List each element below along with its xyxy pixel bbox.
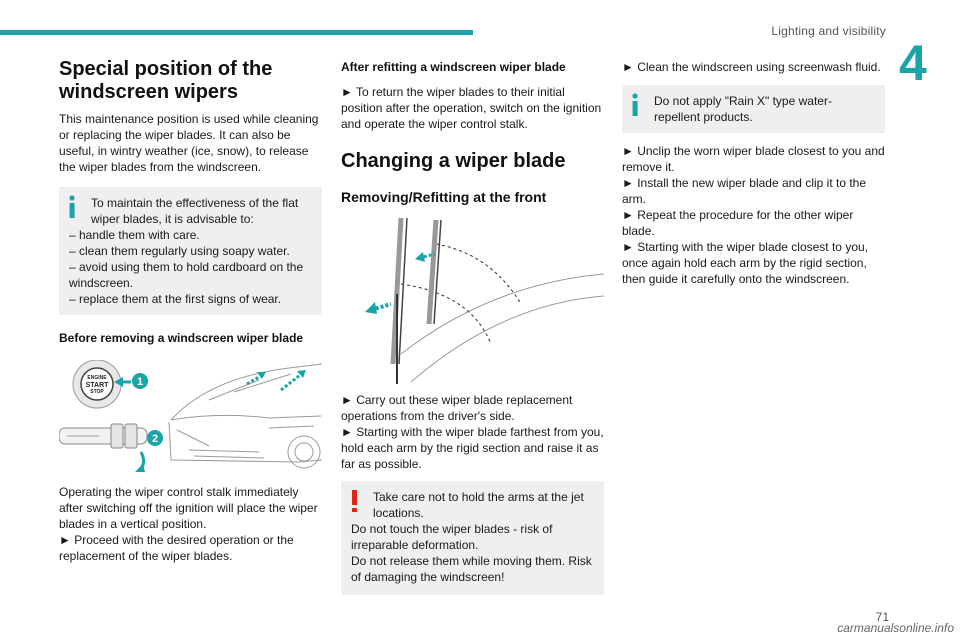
watermark: carmanualsonline.info <box>837 621 954 635</box>
raise-arms-step: ► Starting with the wiper blade farthest from you, hold each arm by the rigid section and raise it as far as possible. <box>341 425 604 471</box>
figure-wiper-arms <box>341 214 604 384</box>
rain-x-text: Do not apply "Rain X" type water-repellent products. <box>654 94 832 124</box>
section-title-special-position: Special position of the windscreen wipers <box>59 58 273 103</box>
engine-start-stop-button-icon <box>73 360 121 408</box>
after-refitting-heading: After refitting a windscreen wiper blade <box>341 60 566 74</box>
figure-wiper-control <box>59 360 322 472</box>
warning-line: Do not release them while moving them. Risk of damaging the windscreen! <box>351 554 592 584</box>
replacement-step: ► Install the new wiper blade and clip it to the arm. <box>622 176 867 206</box>
svg-text:STOP: STOP <box>90 389 104 395</box>
replacement-step: ► Unclip the worn wiper blade closest to you and remove it. <box>622 144 885 174</box>
stalk-explanation: Operating the wiper control stalk immediately after switching off the ignition will place the wiper blades in a vertical position. <box>59 485 318 531</box>
info-icon <box>630 93 644 117</box>
wiper-blade-icon <box>393 218 441 384</box>
svg-text:1: 1 <box>136 376 144 388</box>
warning-intro: Take care not to hold the arms at the jet locations. <box>373 490 584 520</box>
note-intro: To maintain the effectiveness of the flat wiper blades, it is advisable to: <box>91 196 299 226</box>
replacement-step: ► Repeat the procedure for the other wiper blade. <box>622 208 854 238</box>
callout-2-icon <box>147 430 163 446</box>
svg-text:ENGINE: ENGINE <box>87 375 107 381</box>
before-removing-heading: Before removing a windscreen wiper blade <box>59 331 304 345</box>
note-item: – replace them at the first signs of wear. <box>69 292 282 306</box>
car-illustration <box>169 364 322 468</box>
warning-line: Do not touch the wiper blades - risk of irreparable deformation. <box>351 522 553 552</box>
removing-refitting-heading: Removing/Refitting at the front <box>341 189 547 205</box>
rain-x-note <box>622 85 885 133</box>
info-note <box>59 187 322 315</box>
chapter-title: Lighting and visibility <box>771 24 886 38</box>
note-item: – avoid using them to hold cardboard on the windscreen. <box>69 260 304 290</box>
wiper-stalk-icon <box>59 424 147 448</box>
callout-1-icon <box>132 373 148 389</box>
warning-note <box>341 481 604 595</box>
svg-text:START: START <box>85 382 109 389</box>
info-icon <box>67 195 81 219</box>
svg-text:2: 2 <box>151 433 159 445</box>
intro-text: This maintenance position is used while cleaning or replacing the wiper blades. It can also be useful, in wintry weather (ice, snow), to release the wiper blades from the windscreen. <box>59 112 319 174</box>
return-step: ► To return the wiper blades to their initial position after the operation, switch on the ignition and operate the wiper control stalk. <box>341 85 602 131</box>
column-1 <box>59 58 322 564</box>
page-number: 71 <box>875 610 889 624</box>
note-item: – clean them regularly using soapy water. <box>69 244 290 258</box>
column-3 <box>622 59 885 287</box>
note-item: – handle them with care. <box>69 228 200 242</box>
column-2 <box>341 59 604 595</box>
section-title-changing-blade: Changing a wiper blade <box>341 150 566 172</box>
chapter-number: 4 <box>899 35 927 91</box>
header-accent-bar <box>0 30 473 35</box>
proceed-step: ► Proceed with the desired operation or the replacement of the wiper blades. <box>59 533 294 563</box>
clean-windscreen-step: ► Clean the windscreen using screenwash fluid. <box>622 60 881 74</box>
driver-side-step: ► Carry out these wiper blade replacement operations from the driver's side. <box>341 393 573 423</box>
warning-icon <box>349 489 361 513</box>
replacement-step: ► Starting with the wiper blade closest to you, once again hold each arm by the rigid section, then guide it carefully onto the windscreen. <box>622 240 868 286</box>
